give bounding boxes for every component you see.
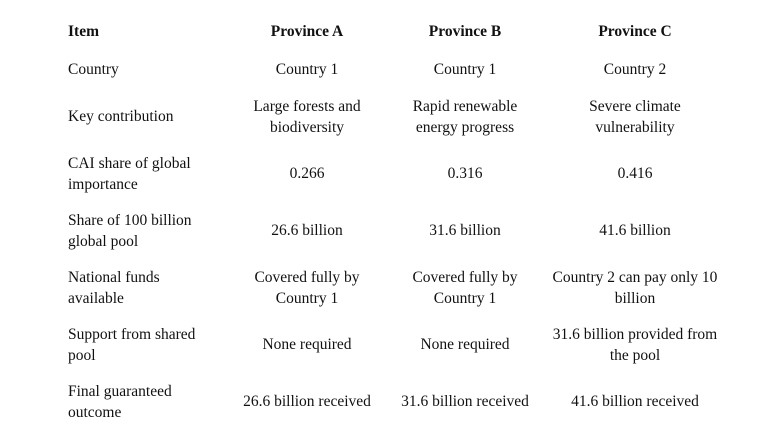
province-c-value: 0.416 (617, 165, 653, 182)
province-b-cell (386, 202, 544, 259)
row-label-text: Key contribution (68, 108, 174, 125)
header-province-a: Province A (270, 22, 344, 40)
province-a-value: Country 1 (275, 60, 339, 78)
province-c-cell (544, 88, 726, 145)
province-a-cell (228, 259, 386, 316)
table-row (64, 316, 726, 373)
province-c-cell (544, 145, 726, 202)
province-c-value: 41.6 billion received (571, 393, 699, 410)
province-a-cell (228, 373, 386, 430)
row-label (64, 50, 228, 88)
table-header (64, 12, 726, 50)
province-b-value: None required (420, 336, 510, 353)
province-a-cell (228, 145, 386, 202)
province-c-cell (544, 259, 726, 316)
row-label-text: Support from shared pool (68, 325, 196, 364)
province-b-value: Covered fully by Country 1 (412, 268, 518, 307)
header-province-c: Province C (598, 22, 672, 40)
province-c-value: 31.6 billion provided from the pool (552, 325, 718, 364)
province-b-value: 0.316 (447, 165, 483, 182)
province-c-cell (544, 50, 726, 88)
table-row (64, 373, 726, 430)
province-b-cell (386, 373, 544, 430)
province-c-cell (544, 316, 726, 373)
row-label-text: CAI share of global importance (68, 154, 191, 193)
province-b-value: Rapid renewable energy progress (412, 97, 518, 136)
province-b-cell (386, 259, 544, 316)
province-b-cell (386, 88, 544, 145)
province-b-value: 31.6 billion received (401, 393, 529, 410)
row-label (64, 88, 228, 145)
row-label (64, 259, 228, 316)
province-a-cell (228, 202, 386, 259)
province-a-value: 0.266 (289, 165, 325, 182)
table-body (64, 50, 726, 430)
province-b-value: 31.6 billion (429, 222, 501, 239)
table-row (64, 145, 726, 202)
row-label-text: Share of 100 billion global pool (68, 211, 192, 250)
province-a-value: Large forests and biodiversity (253, 97, 361, 136)
row-label-text: Final guaranteed outcome (68, 382, 172, 421)
header-item: Item (68, 22, 99, 40)
province-b-value: Country 1 (433, 60, 497, 78)
province-c-value: Severe climate vulnerability (589, 97, 681, 136)
province-c-value: 41.6 billion (599, 222, 671, 239)
row-label (64, 202, 228, 259)
table-row (64, 202, 726, 259)
province-a-value: Covered fully by Country 1 (254, 268, 360, 307)
table-row (64, 88, 726, 145)
province-c-value: Country 2 can pay only 10 billion (552, 268, 718, 307)
province-b-cell (386, 50, 544, 88)
table-row (64, 50, 726, 88)
row-label (64, 316, 228, 373)
province-c-value: Country 2 (603, 60, 667, 78)
row-label-text: National funds available (68, 268, 160, 307)
row-label-text: Country (68, 60, 119, 78)
province-a-value: None required (262, 336, 352, 353)
table-row (64, 259, 726, 316)
province-a-value: 26.6 billion (271, 222, 343, 239)
province-b-cell (386, 145, 544, 202)
row-label (64, 145, 228, 202)
province-a-cell (228, 316, 386, 373)
header-province-b: Province B (428, 22, 502, 40)
province-c-cell (544, 202, 726, 259)
row-label (64, 373, 228, 430)
header-row (64, 12, 726, 50)
province-a-cell (228, 88, 386, 145)
province-a-value: 26.6 billion received (243, 393, 371, 410)
province-c-cell (544, 373, 726, 430)
province-a-cell (228, 50, 386, 88)
province-b-cell (386, 316, 544, 373)
allocation-table (64, 12, 726, 430)
